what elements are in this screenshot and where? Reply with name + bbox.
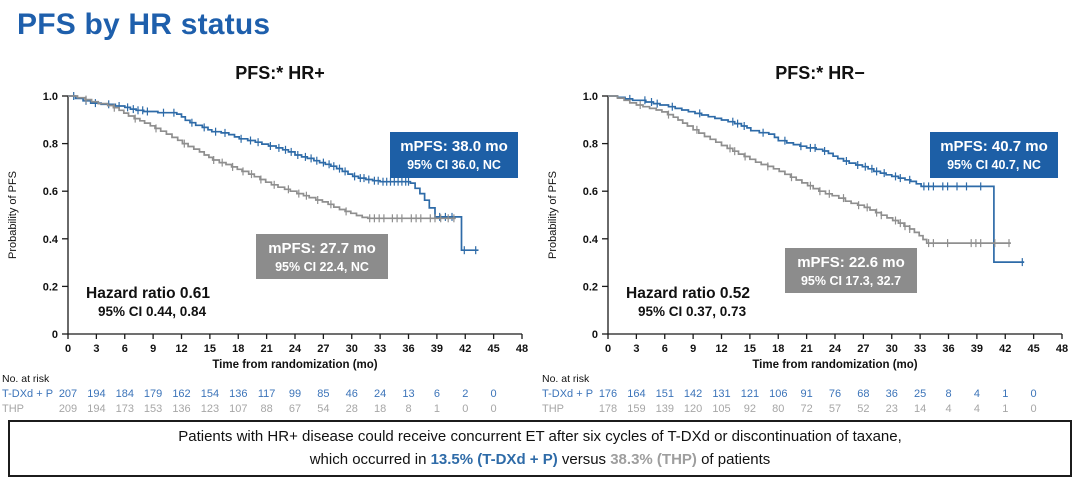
panel-title: PFS:* HR+ <box>235 63 325 83</box>
x-tick-label: 15 <box>203 343 216 355</box>
risk-value: 179 <box>143 388 163 400</box>
risk-value: 54 <box>317 403 330 415</box>
risk-value: 92 <box>743 403 757 415</box>
risk-row-label: THP <box>542 403 564 415</box>
risk-value: 121 <box>740 388 760 400</box>
risk-value: 142 <box>683 388 703 400</box>
y-tick-label: 0 <box>51 329 58 341</box>
footnote-box <box>8 420 1072 477</box>
footnote-line2 <box>20 449 1060 472</box>
x-tick-label: 42 <box>999 343 1012 355</box>
risk-value: 178 <box>598 403 618 415</box>
risk-value: 162 <box>172 388 191 400</box>
risk-value: 136 <box>229 388 248 400</box>
km-chart-hr-negative-panel <box>540 58 1080 418</box>
risk-value: 57 <box>828 403 842 415</box>
risk-value: 106 <box>769 388 788 400</box>
footnote-line2-suffix: of patients <box>696 450 771 468</box>
charts-row <box>0 58 1080 418</box>
mpfs-blue-line1: mPFS: 38.0 mo <box>400 138 508 155</box>
mpfs-blue-line2: 95% CI 40.7, NC <box>947 158 1041 172</box>
x-tick-label: 36 <box>402 343 415 355</box>
x-tick-label: 6 <box>121 343 128 355</box>
risk-row-label: THP <box>2 403 24 415</box>
x-tick-label: 24 <box>828 343 842 355</box>
risk-value: 99 <box>288 388 302 400</box>
x-axis-ticks <box>605 334 1068 355</box>
y-axis-label: Probability of PFS <box>7 170 19 260</box>
risk-table <box>2 373 497 415</box>
x-tick-label: 0 <box>604 343 612 355</box>
slide <box>0 8 1080 488</box>
risk-value: 68 <box>857 388 870 400</box>
risk-value: 85 <box>317 388 330 400</box>
mpfs-blue-line1: mPFS: 40.7 mo <box>940 138 1048 155</box>
footnote-line2-versus: versus <box>557 450 611 468</box>
y-axis-ticks <box>43 91 68 341</box>
y-axis-label: Probability of PFS <box>547 170 559 260</box>
risk-value: 184 <box>115 388 134 400</box>
risk-value: 14 <box>913 403 927 415</box>
risk-value: 1 <box>433 403 440 415</box>
x-axis-ticks <box>65 334 528 355</box>
risk-value: 176 <box>598 388 618 400</box>
x-tick-label: 21 <box>260 343 273 355</box>
risk-value: 194 <box>87 403 106 415</box>
mpfs-gray-line2: 95% CI 22.4, NC <box>275 260 369 274</box>
risk-value: 105 <box>712 403 731 415</box>
risk-value: 23 <box>885 403 898 415</box>
risk-value: 24 <box>373 388 387 400</box>
risk-value: 6 <box>433 388 440 400</box>
risk-value: 2 <box>462 388 469 400</box>
risk-value: 13 <box>402 388 415 400</box>
km-chart-hr-positive <box>0 58 540 418</box>
risk-value: 131 <box>712 388 731 400</box>
risk-value: 46 <box>345 388 358 400</box>
risk-table-header: No. at risk <box>542 373 590 385</box>
hazard-ratio-line1: Hazard ratio 0.61 <box>86 285 211 302</box>
risk-row-label: T-DXd + P <box>542 388 594 400</box>
x-tick-label: 12 <box>715 343 728 355</box>
risk-value: 76 <box>828 388 842 400</box>
x-tick-label: 36 <box>942 343 955 355</box>
x-tick-label: 15 <box>743 343 756 355</box>
risk-value: 0 <box>1030 388 1037 400</box>
risk-value: 136 <box>172 403 191 415</box>
footnote-line2-prefix: which occurred in <box>309 450 431 468</box>
risk-value: 25 <box>913 388 927 400</box>
hazard-ratio-line1: Hazard ratio 0.52 <box>626 285 751 302</box>
km-curve-tdxd-p-censor-marks <box>630 95 1023 266</box>
x-tick-label: 42 <box>459 343 472 355</box>
x-tick-label: 39 <box>430 343 443 355</box>
x-tick-label: 21 <box>800 343 813 355</box>
risk-value: 173 <box>115 403 134 415</box>
risk-value: 36 <box>885 388 898 400</box>
risk-value: 88 <box>260 403 273 415</box>
km-chart-hr-negative <box>540 58 1080 418</box>
risk-value: 80 <box>772 403 785 415</box>
risk-value: 209 <box>58 403 78 415</box>
risk-value: 159 <box>627 403 646 415</box>
y-tick-label: 0.2 <box>42 281 58 294</box>
risk-value: 107 <box>229 403 248 415</box>
risk-value: 1 <box>1002 388 1009 400</box>
risk-value: 72 <box>800 403 813 415</box>
y-tick-label: 0.4 <box>582 233 598 246</box>
risk-table <box>542 373 1037 415</box>
mpfs-gray-line2: 95% CI 17.3, 32.7 <box>800 274 902 288</box>
km-chart-hr-positive-panel <box>0 58 540 418</box>
y-tick-label: 0 <box>591 329 598 341</box>
risk-value: 207 <box>58 388 78 400</box>
y-tick-label: 0.6 <box>582 186 598 199</box>
x-tick-label: 48 <box>1055 343 1069 355</box>
x-tick-label: 45 <box>1027 343 1040 355</box>
x-tick-label: 0 <box>64 343 72 355</box>
risk-value: 91 <box>800 388 813 400</box>
mpfs-box-tdxd-p <box>930 132 1058 178</box>
x-tick-label: 9 <box>690 343 697 355</box>
km-curve-tdxd-p <box>608 96 1024 262</box>
hazard-ratio-line2: 95% CI 0.44, 0.84 <box>98 304 207 319</box>
risk-value: 117 <box>257 388 276 400</box>
x-tick-label: 18 <box>772 343 785 355</box>
risk-value: 4 <box>945 403 952 415</box>
y-tick-label: 0.2 <box>582 281 598 294</box>
x-tick-label: 12 <box>175 343 188 355</box>
risk-value: 4 <box>973 403 980 415</box>
x-tick-label: 30 <box>885 343 898 355</box>
risk-value: 151 <box>655 388 674 400</box>
risk-value: 0 <box>490 403 497 415</box>
x-tick-label: 33 <box>374 343 387 355</box>
hazard-ratio-line2: 95% CI 0.37, 0.73 <box>638 304 747 319</box>
risk-value: 4 <box>973 388 980 400</box>
risk-value: 123 <box>200 403 220 415</box>
page-title: PFS by HR status <box>17 8 271 41</box>
x-tick-label: 9 <box>150 343 157 355</box>
footnote-thp-percentage: 38.3% (THP) <box>610 450 697 468</box>
x-tick-label: 48 <box>515 343 529 355</box>
risk-value: 8 <box>945 388 952 400</box>
risk-value: 18 <box>373 403 387 415</box>
x-tick-label: 3 <box>93 343 100 355</box>
x-axis-label: Time from randomization (mo) <box>752 359 918 371</box>
risk-value: 164 <box>627 388 646 400</box>
mpfs-box-tdxd-p <box>390 132 518 178</box>
x-tick-label: 18 <box>232 343 245 355</box>
footnote-line1: Patients with HR+ disease could receive concurrent ET after six cycles of T-DXd or discontinuation of taxane, <box>178 428 902 445</box>
risk-value: 120 <box>683 403 703 415</box>
risk-value: 8 <box>405 403 412 415</box>
x-tick-label: 27 <box>857 343 870 355</box>
y-tick-label: 0.4 <box>42 233 58 246</box>
mpfs-gray-line1: mPFS: 22.6 mo <box>797 254 905 271</box>
hazard-ratio-label <box>86 285 210 319</box>
footnote-tdxd-percentage: 13.5% (T-DXd + P) <box>430 450 558 468</box>
x-tick-label: 39 <box>970 343 983 355</box>
y-tick-label: 1.0 <box>582 91 598 103</box>
panel-title: PFS:* HR− <box>775 63 865 83</box>
risk-value: 0 <box>1030 403 1037 415</box>
mpfs-gray-line1: mPFS: 27.7 mo <box>268 240 376 257</box>
risk-value: 194 <box>87 388 106 400</box>
x-tick-label: 33 <box>914 343 927 355</box>
hazard-ratio-label <box>626 285 750 319</box>
x-tick-label: 24 <box>288 343 302 355</box>
x-tick-label: 30 <box>345 343 358 355</box>
y-axis-ticks <box>583 91 608 341</box>
risk-value: 153 <box>143 403 163 415</box>
y-tick-label: 0.8 <box>42 138 58 151</box>
risk-value: 1 <box>1002 403 1009 415</box>
risk-row-label: T-DXd + P <box>2 388 54 400</box>
mpfs-box-thp <box>256 234 388 279</box>
x-tick-label: 6 <box>661 343 668 355</box>
risk-value: 52 <box>857 403 870 415</box>
risk-value: 28 <box>345 403 358 415</box>
mpfs-box-thp <box>785 248 917 293</box>
risk-value: 0 <box>462 403 469 415</box>
y-tick-label: 0.8 <box>582 138 598 151</box>
risk-value: 67 <box>288 403 302 415</box>
x-tick-label: 3 <box>633 343 640 355</box>
y-tick-label: 1.0 <box>42 91 58 103</box>
x-tick-label: 45 <box>487 343 500 355</box>
risk-value: 139 <box>655 403 674 415</box>
y-tick-label: 0.6 <box>42 186 58 199</box>
risk-table-header: No. at risk <box>2 373 50 385</box>
risk-value: 0 <box>490 388 497 400</box>
x-tick-label: 27 <box>317 343 330 355</box>
mpfs-blue-line2: 95% CI 36.0, NC <box>407 158 501 172</box>
risk-value: 154 <box>200 388 220 400</box>
x-axis-label: Time from randomization (mo) <box>212 359 378 371</box>
